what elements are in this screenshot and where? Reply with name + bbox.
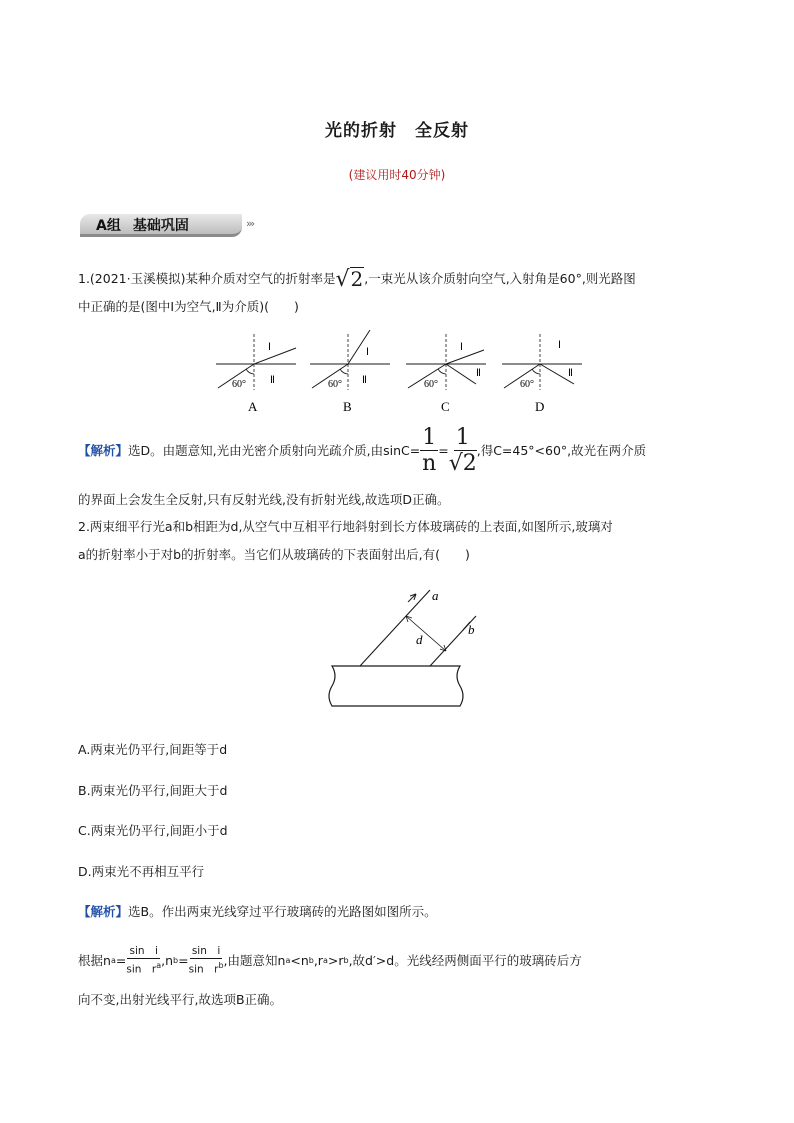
q1-line2: 中正确的是(图中Ⅰ为空气,Ⅱ为介质)( ) [78, 299, 299, 314]
title-part2: 全反射 [415, 121, 469, 141]
a1-line1 [78, 426, 646, 476]
a1-text2: ,得C=45°<60°,故光在两介质 [476, 443, 647, 458]
analysis-tag: 【解析】 [78, 904, 129, 919]
subscript: a [285, 956, 291, 965]
fraction-numerator: 1 [455, 424, 470, 450]
a1-line2: 的界面上会发生全反射,只有反射光线,没有折射光线,故选项D正确。 [78, 492, 450, 507]
q1-line1 [78, 267, 636, 290]
fraction-1-over-sqrt2 [449, 426, 477, 477]
snell-fraction-a [126, 945, 161, 977]
a2-tail: ,由题意知n [223, 953, 286, 968]
option-c-diagram [406, 334, 486, 414]
option-a[interactable]: A.两束光仍平行,间距等于d [78, 742, 228, 757]
less-than: <n [290, 953, 309, 968]
region-1-label: Ⅰ [366, 347, 369, 358]
q1-figure [210, 328, 600, 416]
option-b-diagram [310, 330, 390, 414]
angle-label: 60° [520, 379, 534, 390]
equals-sign: = [178, 953, 189, 968]
q1-text-after: ,一束光从该介质射向空气,入射角是60°,则光路图 [364, 271, 636, 286]
equals-sign: = [115, 953, 127, 968]
greater-than: >r [327, 953, 344, 968]
region-2-label: Ⅱ [568, 368, 573, 379]
region-1-label: Ⅰ [558, 340, 561, 351]
sqrt-radicand: 2 [462, 450, 477, 476]
option-label: C [441, 399, 450, 414]
subscript: a [322, 956, 328, 965]
page-title [0, 116, 794, 141]
chevrons-icon: ››› [246, 217, 254, 230]
option-label: B [343, 399, 352, 414]
a1-text1: 选D。由题意知,光由光密介质射向光疏介质,由sinC= [128, 443, 421, 458]
sqrt-expression: √ 2 [335, 267, 364, 292]
subscript: b [308, 956, 314, 965]
angle-label: 60° [232, 379, 246, 390]
sqrt-radicand: 2 [350, 267, 364, 291]
option-b[interactable]: B.两束光仍平行,间距大于d [78, 783, 228, 798]
sin-ra [126, 959, 161, 977]
region-1-label: Ⅰ [268, 342, 271, 353]
q1-text-before: 1.(2021·玉溪模拟)某种介质对空气的折射率是 [78, 271, 336, 286]
r-superscript: b [218, 961, 224, 971]
analysis-tag: 【解析】 [78, 443, 129, 458]
equals-sign: = [438, 443, 449, 458]
beam-a-label: a [432, 588, 439, 603]
nb-symbol: n [165, 953, 174, 968]
sin-r-text: sin r [126, 963, 157, 976]
sin-rb [189, 959, 224, 977]
fraction-denominator: √2 [448, 450, 477, 476]
region-1-label: Ⅰ [460, 342, 463, 353]
fraction-numerator: 1 [422, 424, 437, 450]
q2-line1: 2.两束细平行光a和b相距为d,从空气中互相平行地斜射到长方体玻璃砖的上表面,如图所示,玻璃对 [78, 519, 613, 534]
a2-text1: 选B。作出两束光线穿过平行玻璃砖的光路图如图所示。 [128, 904, 437, 919]
subscript: b [343, 956, 349, 965]
snell-fraction-b [189, 945, 224, 977]
option-d[interactable]: D.两束光不再相互平行 [78, 864, 205, 879]
sin-i: sin i [129, 945, 158, 958]
glass-block [329, 666, 463, 706]
banner-heading: 基础巩固 [132, 218, 189, 234]
na-symbol: n [103, 953, 111, 968]
a2-line3: 向不变,出射光线平行,故选项B正确。 [78, 992, 283, 1007]
angle-label: 60° [328, 379, 342, 390]
option-label: D [535, 399, 545, 414]
q2-line2: a的折射率小于对b的折射率。当它们从玻璃砖的下表面射出后,有( ) [78, 547, 470, 562]
angle-label: 60° [424, 379, 438, 390]
option-d-diagram [502, 334, 582, 414]
section-banner [80, 212, 270, 238]
a2-line1 [78, 902, 437, 922]
a2-basis: 根据 [78, 953, 104, 968]
distance-d-label: d [416, 632, 423, 647]
nb-subscript: b [173, 956, 179, 965]
fraction-1-over-n [420, 426, 438, 477]
title-part1: 光的折射 [325, 121, 397, 141]
suggested-time: (建议用时40分钟) [348, 168, 446, 182]
na-subscript: a [110, 956, 116, 965]
region-2-label: Ⅱ [362, 375, 367, 386]
q2-figure [320, 586, 475, 716]
banner-group: A组 [96, 218, 121, 234]
region-2-label: Ⅱ [270, 375, 275, 386]
a2-mid: ,r [313, 953, 323, 968]
sin-r-text: sin r [188, 963, 219, 976]
a2-line2 [78, 944, 582, 978]
option-label: A [248, 399, 258, 414]
comma: , [161, 953, 166, 968]
fraction-denominator: n [422, 450, 437, 476]
option-a-diagram [216, 334, 296, 414]
option-c[interactable]: C.两束光仍平行,间距小于d [78, 823, 228, 838]
a2-end: ,故d′>d。光线经两侧面平行的玻璃砖后方 [348, 953, 582, 968]
region-2-label: Ⅱ [476, 368, 481, 379]
beam-b-label: b [468, 622, 475, 637]
r-superscript: a [156, 961, 162, 971]
sin-i: sin i [191, 945, 221, 958]
banner-label [96, 215, 189, 235]
